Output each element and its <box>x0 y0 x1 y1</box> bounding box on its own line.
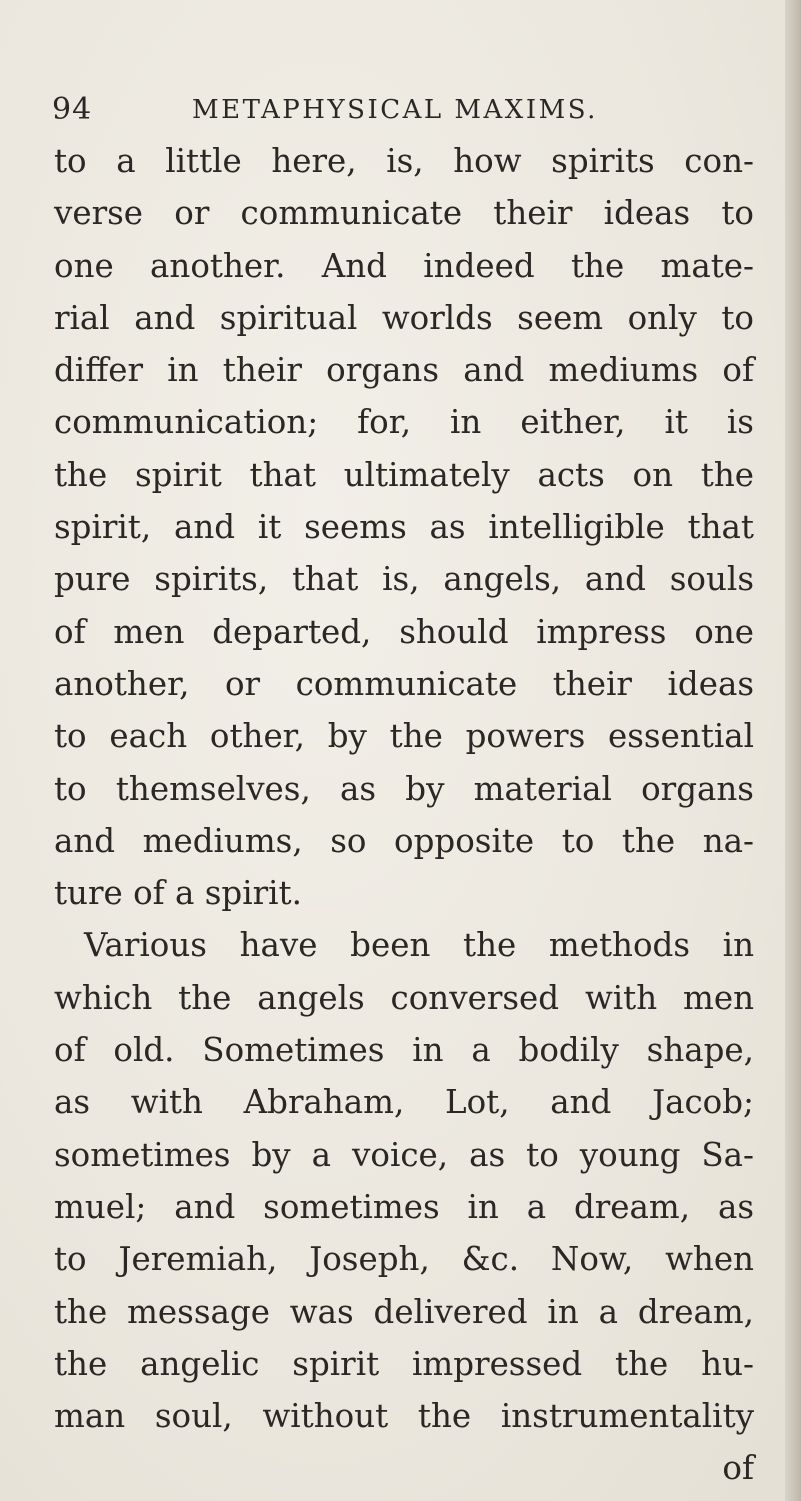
text-line: to themselves, as by material organs <box>54 769 754 808</box>
text-line: the angelic spirit impressed the hu- <box>54 1344 754 1383</box>
text-line: and mediums, so opposite to the na- <box>54 821 754 860</box>
text-line: to Jeremiah, Joseph, &c. Now, when <box>54 1240 754 1279</box>
text-line: muel; and sometimes in a dream, as <box>54 1187 754 1226</box>
text-line: to each other, by the powers essential <box>54 717 754 756</box>
body-text <box>54 135 754 1495</box>
text-line: differ in their organs and mediums of <box>54 351 754 390</box>
text-line: pure spirits, that is, angels, and souls <box>54 560 754 599</box>
text-line: one another. And indeed the mate- <box>54 246 754 285</box>
text-line: the spirit that ultimately acts on the <box>54 455 754 494</box>
text-line: sometimes by a voice, as to young Sa- <box>54 1135 754 1174</box>
text-line: ture of a spirit. <box>54 874 302 913</box>
text-line: the message was delivered in a dream, <box>54 1292 754 1331</box>
text-line: verse or communicate their ideas to <box>54 194 754 233</box>
page-number: 94 <box>52 92 93 127</box>
page-edge <box>785 0 801 1501</box>
running-head: METAPHYSICAL MAXIMS. <box>192 95 598 125</box>
text-line: spirit, and it seems as intelligible that <box>54 508 754 547</box>
text-line: Various have been the methods in <box>84 926 754 965</box>
catchword: of <box>722 1449 754 1488</box>
text-line: rial and spiritual worlds seem only to <box>54 298 754 337</box>
text-line: as with Abraham, Lot, and Jacob; <box>54 1083 754 1122</box>
text-line: of men departed, should impress one <box>54 612 754 651</box>
text-line: man soul, without the instrumentality <box>54 1397 754 1436</box>
text-line: communication; for, in either, it is <box>54 403 754 442</box>
text-line: of old. Sometimes in a bodily shape, <box>54 1031 754 1070</box>
text-line: to a little here, is, how spirits con- <box>54 142 754 180</box>
text-line: another, or communicate their ideas <box>54 664 754 703</box>
page-header <box>52 90 752 130</box>
text-line: which the angels conversed with men <box>54 978 754 1017</box>
